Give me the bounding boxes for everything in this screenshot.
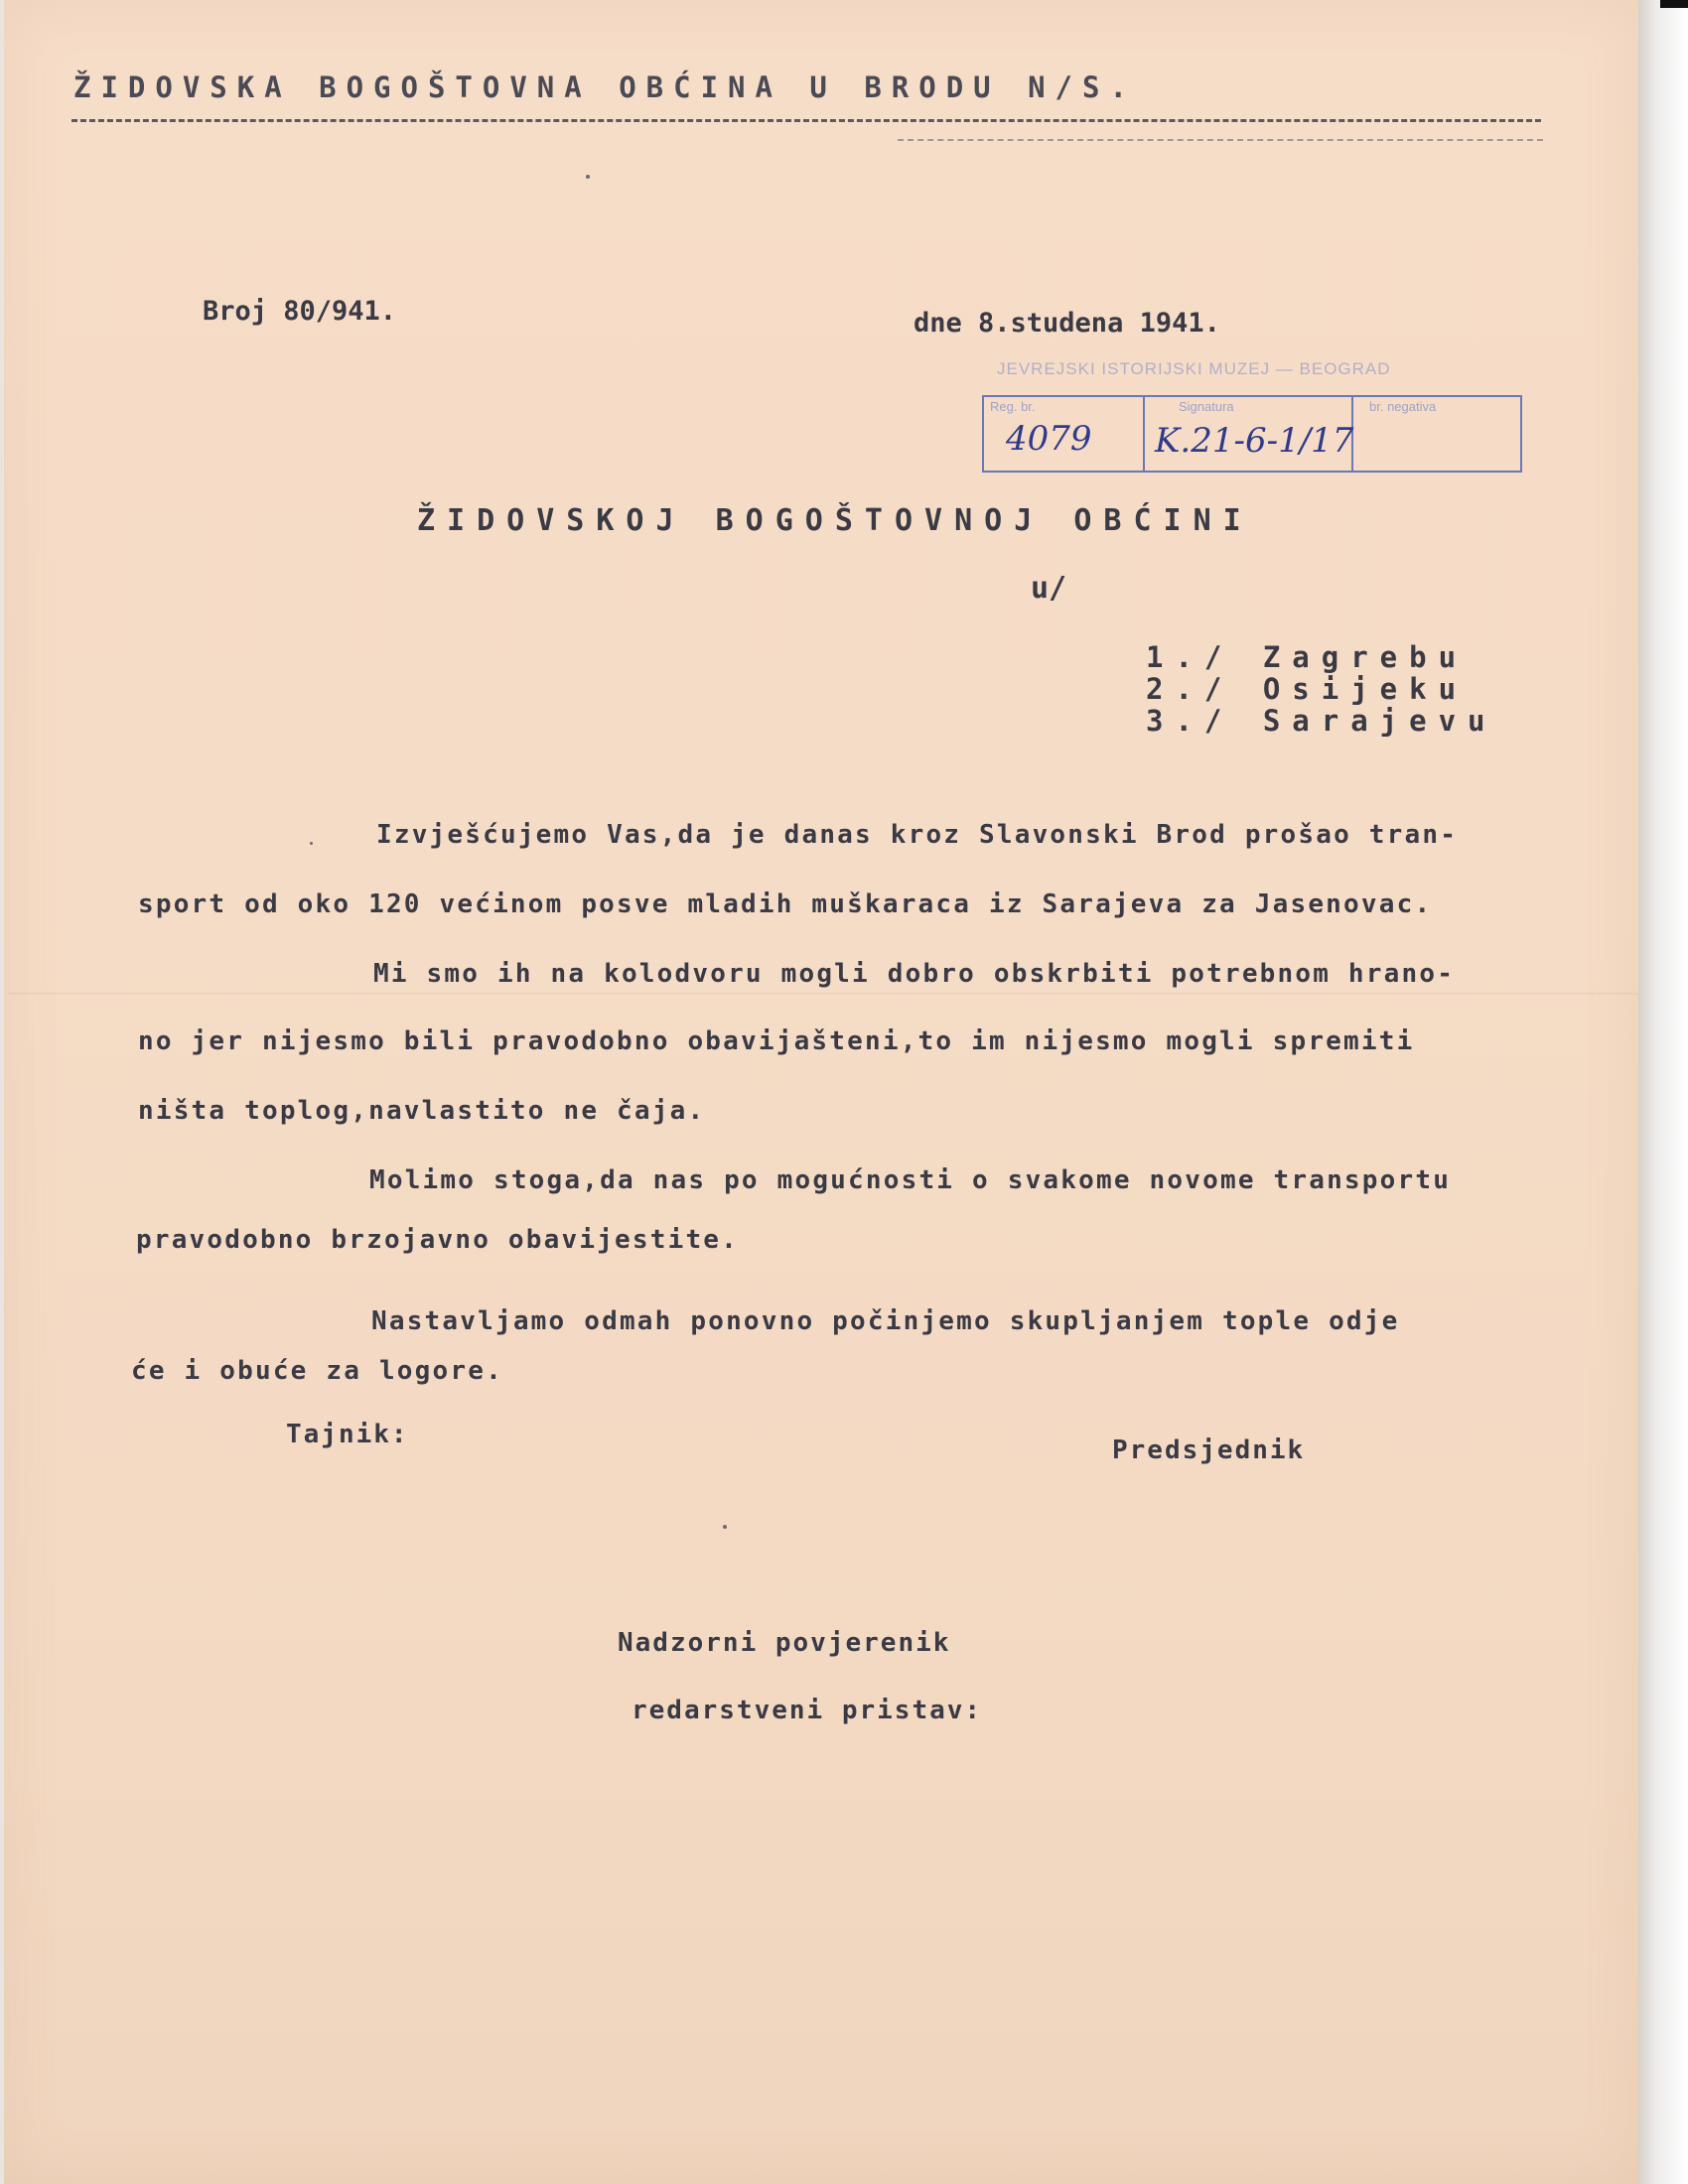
paper-sheet (4, 0, 1638, 2184)
ink-speck (586, 175, 590, 179)
stamp-divider (1143, 397, 1145, 471)
letter-date: dne 8.studena 1941. (914, 308, 1220, 339)
stamp-reg-number: 4079 (1006, 419, 1092, 459)
reference-number: Broj 80/941. (203, 296, 397, 327)
recipient-city: 2./ Osijeku (1146, 672, 1469, 706)
body-line: ništa toplog,navlastito ne čaja. (138, 1096, 706, 1126)
ink-speck (310, 842, 313, 845)
body-line: Izvješćujemo Vas,da je danas kroz Slavonski Brod prošao tran- (376, 820, 1459, 850)
recipient-heading: ŽIDOVSKOJ BOGOŠTOVNOJ OBĆINI (417, 503, 1253, 538)
scan-corner (1660, 0, 1688, 8)
letterhead-rule (71, 119, 1541, 122)
body-line: Molimo stoga,da nas po mogućnosti o svakome novome transportu (369, 1165, 1452, 1195)
body-line: Mi smo ih na kolodvoru mogli dobro obskrbiti potrebnom hrano- (373, 959, 1456, 989)
body-line: sport od oko 120 većinom posve mladih muškaraca iz Sarajeva za Jasenovac. (138, 889, 1433, 919)
paper-fold (8, 993, 1642, 995)
stamp-label-negative: br. negativa (1369, 399, 1437, 414)
recipient-city: 3./ Sarajevu (1146, 704, 1497, 738)
body-line: pravodobno brzojavno obavijestite. (136, 1225, 740, 1255)
stamp-label-reg: Reg. br. (990, 399, 1036, 414)
stamp-label-signature: Signatura (1179, 399, 1234, 414)
signature-police-officer: redarstveni pristav: (632, 1696, 983, 1725)
body-line: će i obuće za logore. (131, 1356, 503, 1386)
signature-secretary: Tajnik: (286, 1420, 409, 1449)
body-line: Nastavljamo odmah ponovno počinjemo skupljanjem tople odje (371, 1306, 1400, 1336)
archive-stamp-header: JEVREJSKI ISTORIJSKI MUZEJ — BEOGRAD (997, 359, 1391, 378)
stamp-signature-code: K.21-6-1/17 (1155, 421, 1354, 461)
recipient-city: 1./ Zagrebu (1146, 640, 1469, 674)
archive-stamp (982, 395, 1522, 473)
scan-margin (1638, 0, 1688, 2184)
body-line: no jer nijesmo bili pravodobno obavijašteni,to im nijesmo mogli spremiti (138, 1026, 1415, 1056)
letterhead-rule-secondary (898, 139, 1543, 141)
ink-speck (723, 1525, 727, 1529)
recipient-preposition: u/ (1031, 571, 1067, 606)
signature-supervisor: Nadzorni povjerenik (618, 1628, 951, 1658)
signature-president: Predsjednik (1112, 1435, 1306, 1465)
letterhead-title: ŽIDOVSKA BOGOŠTOVNA OBĆINA U BRODU N/S. (73, 70, 1137, 104)
